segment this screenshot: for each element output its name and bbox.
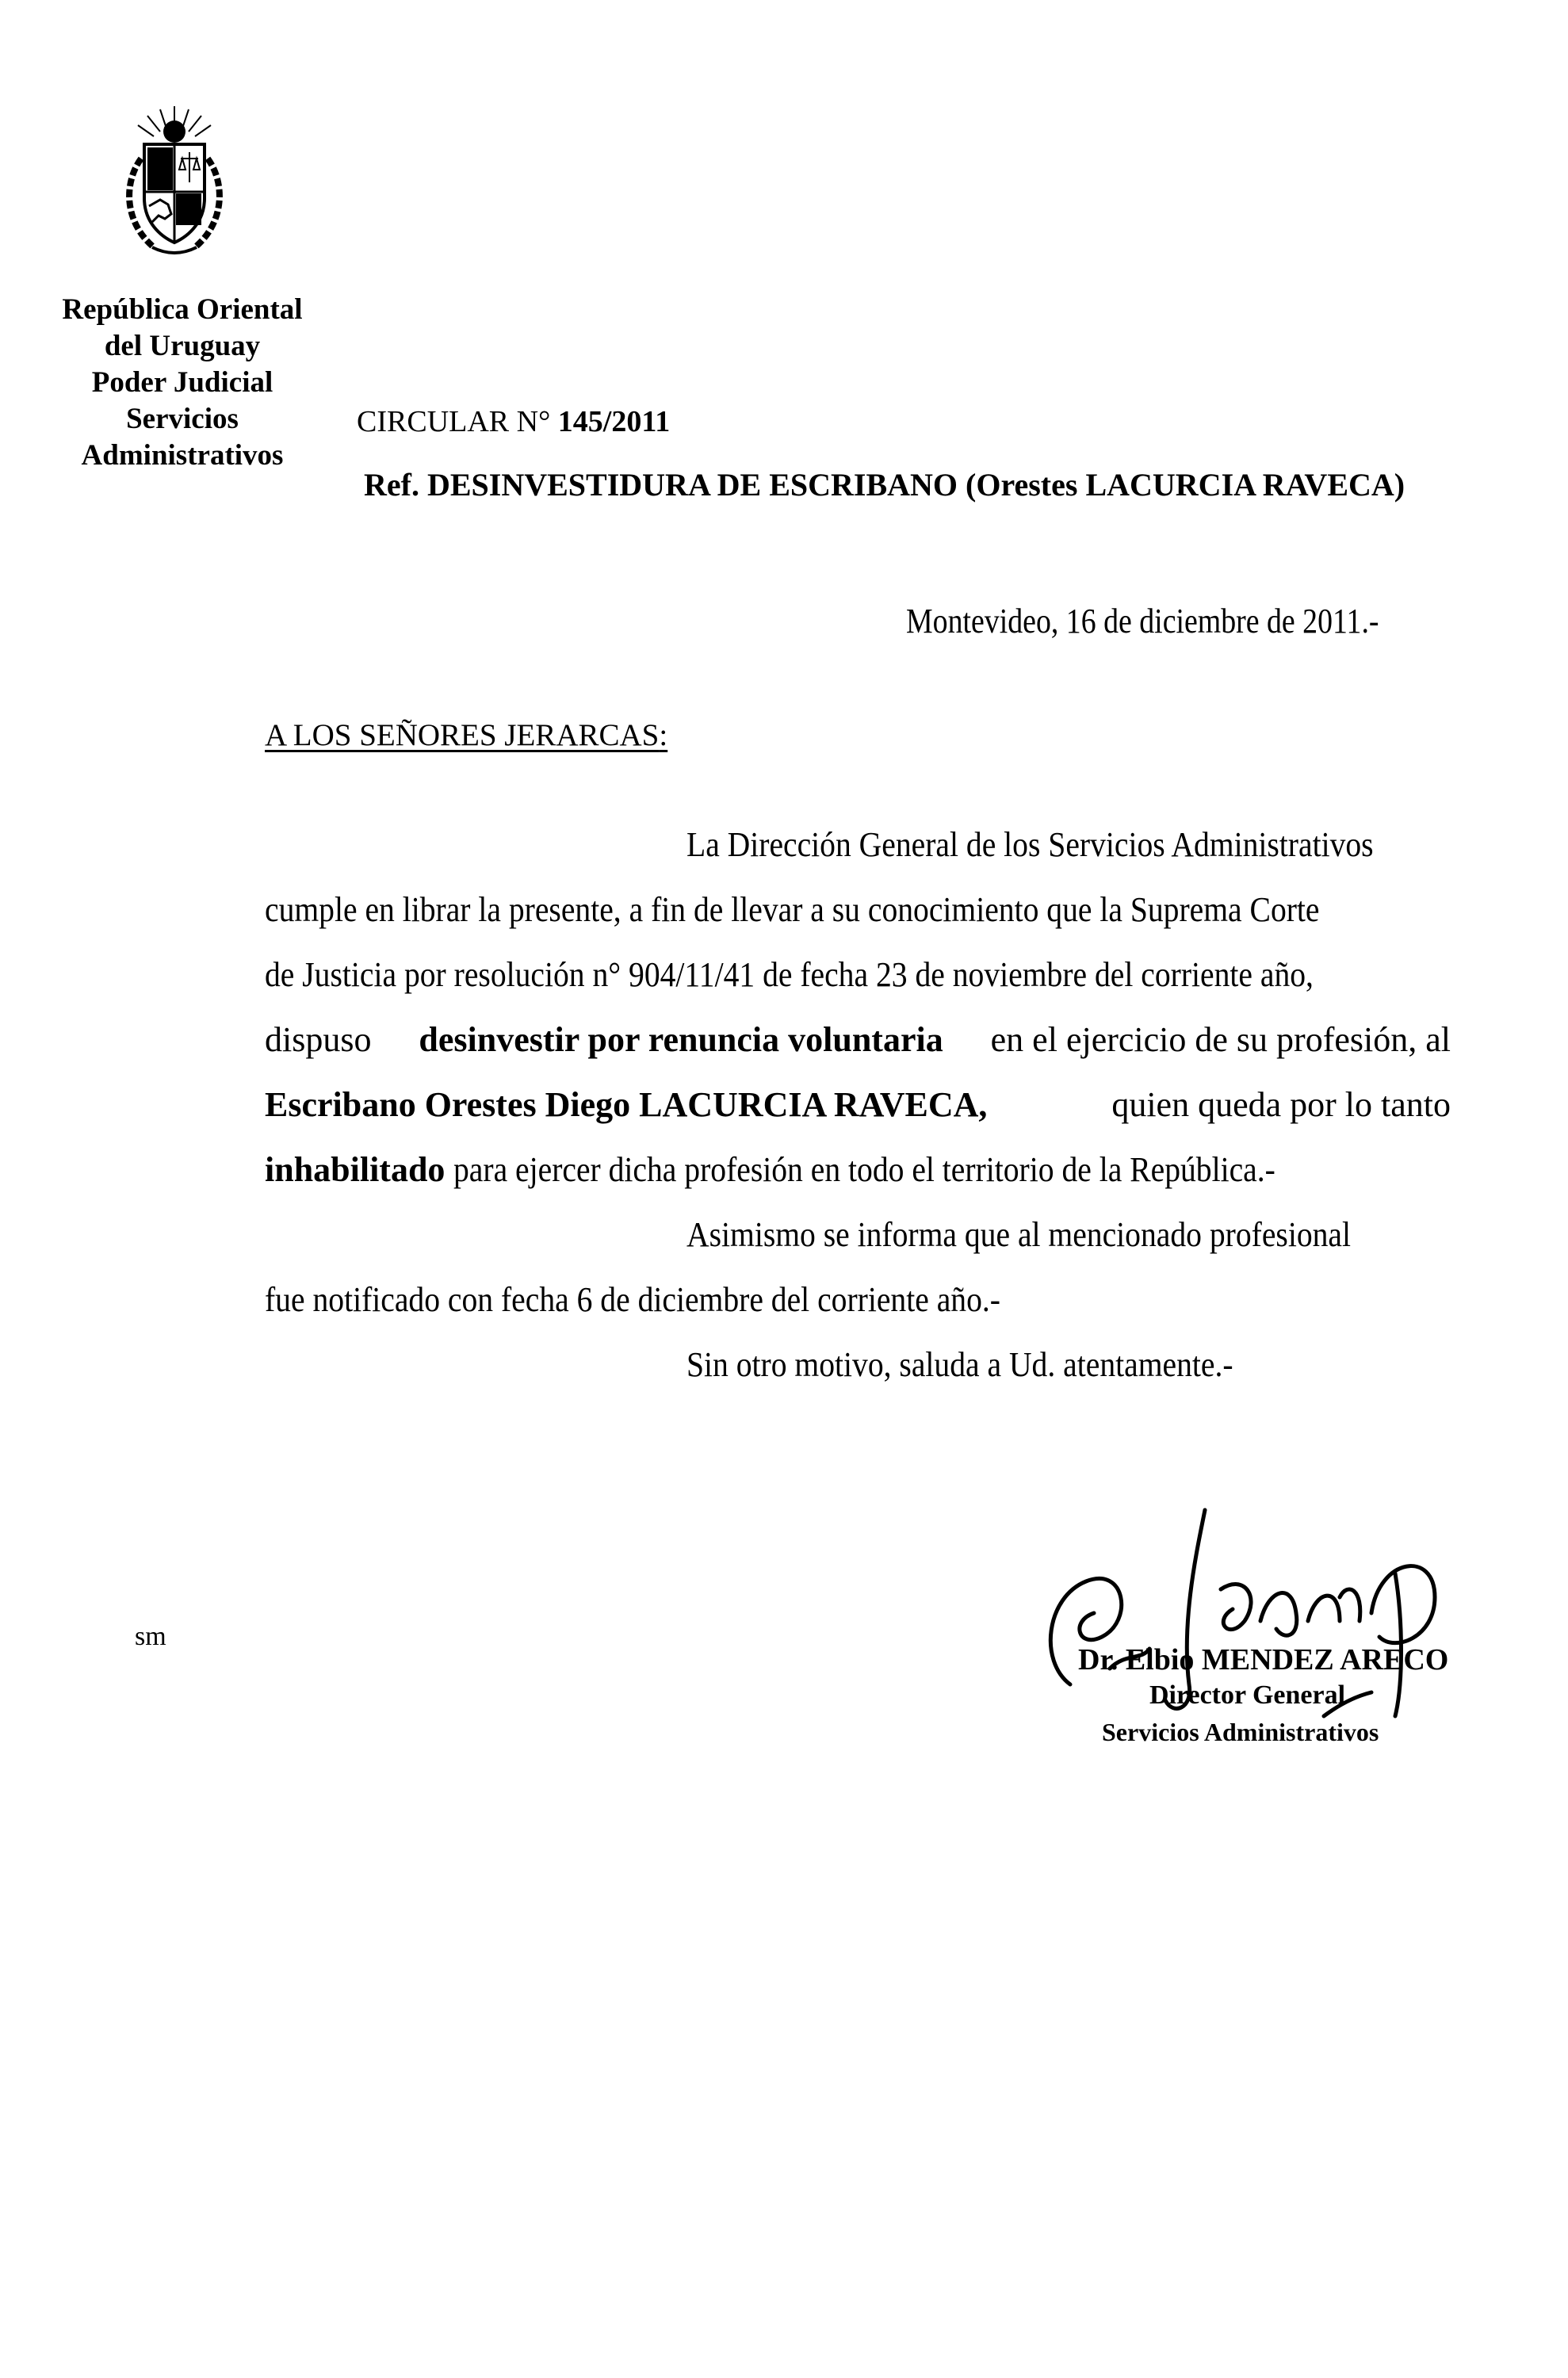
p1-line-4-start: dispuso [265, 1020, 372, 1059]
closing-line [686, 1344, 1294, 1386]
addressee [265, 717, 667, 753]
addressee-text: A LOS SEÑORES JERARCAS [265, 718, 660, 752]
signatory-department: Servicios Administrativos [1102, 1718, 1379, 1746]
p2-line-2: fue notificado con fecha 6 de diciembre del corriente año.- [265, 1280, 1000, 1319]
p1-line-4-emphasis: desinvestir por renuncia voluntaria [419, 1020, 943, 1059]
body-line [265, 954, 1430, 996]
body-line-justified [265, 1084, 1451, 1126]
closing-text: Sin otro motivo, saluda a Ud. atentamente.- [686, 1345, 1233, 1384]
body-line [265, 889, 1436, 931]
shield-quarter-br [176, 193, 201, 225]
sun-face [163, 120, 185, 143]
institution-line: Servicios [126, 403, 239, 435]
typist-initials: sm [135, 1622, 166, 1651]
body-line [686, 824, 1450, 866]
p2-first-line: Asimismo se informa que al mencionado profesional [686, 1215, 1352, 1254]
signatory-name: Dr. Elbio MENDEZ ARECO [1078, 1643, 1449, 1676]
institution-line: Poder Judicial [91, 366, 273, 399]
body-line [686, 1214, 1425, 1256]
letter-date: Montevideo, 16 de diciembre de 2011.- [906, 602, 1379, 640]
body-line-justified [265, 1019, 1451, 1061]
shield-quarter-tl [147, 147, 173, 190]
p1-line-5-emphasis: Escribano Orestes Diego LACURCIA RAVECA, [265, 1085, 988, 1124]
circular-number: 145/2011 [557, 405, 671, 438]
body-line [265, 1149, 1367, 1191]
circular-heading [357, 404, 670, 439]
ribbon [152, 247, 197, 253]
p1-line-5-end: quien queda por lo tanto [1111, 1085, 1451, 1124]
p1-line-2: cumple en librar la presente, a fin de llevar a su conocimiento que la Suprema Corte [265, 890, 1320, 929]
coat-of-arms-seal [113, 103, 236, 262]
institution-line: Administrativos [81, 439, 284, 472]
p1-line-6-end: para ejercer dicha profesión en todo el territorio de la República.- [453, 1150, 1276, 1189]
reference-line: Ref. DESINVESTIDURA DE ESCRIBANO (Orestes LACURCIA RAVECA) [364, 467, 1405, 503]
p1-line-4-end: en el ejercicio de su profesión, al [990, 1020, 1451, 1059]
addressee-colon: : [659, 718, 668, 752]
circular-label: CIRCULAR N° [357, 405, 551, 438]
signatory-title: Director General [1149, 1680, 1346, 1710]
p1-line-3: de Justicia por resolución n° 904/11/41 de fecha 23 de noviembre del corriente año, [265, 955, 1314, 994]
institution-block [32, 292, 333, 474]
body-line [265, 1279, 1082, 1321]
p1-first-line: La Dirección General de los Servicios Administrativos [686, 825, 1374, 864]
p1-line-6-emphasis: inhabilitado [265, 1150, 446, 1189]
institution-line: del Uruguay [104, 330, 261, 362]
institution-line: República Oriental [62, 293, 303, 326]
